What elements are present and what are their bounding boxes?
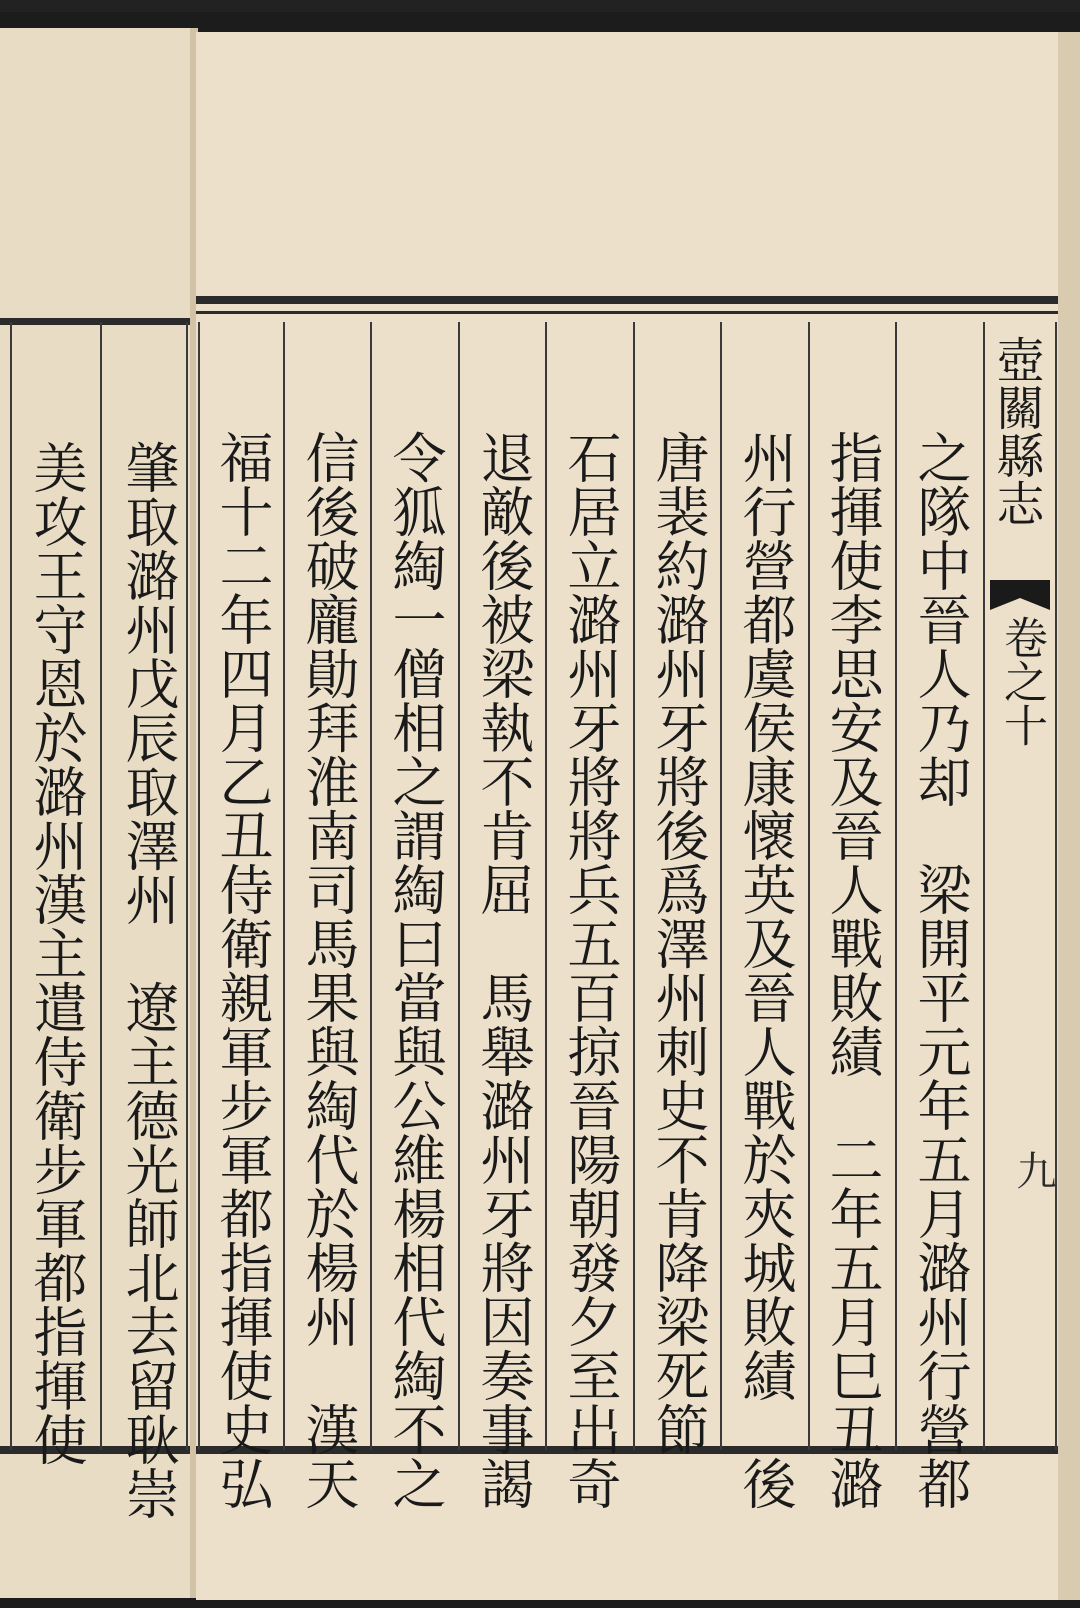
text-column-1: 之隊中晉人乃却 梁開平元年五月潞州行營都 [909, 430, 972, 1510]
column-line [808, 322, 810, 1450]
margin-page-number: 九 [1010, 1150, 1056, 1190]
column-line [458, 322, 460, 1450]
left-column-line [100, 322, 102, 1450]
left-column-line [10, 322, 12, 1450]
text-column-9: 福十二年四月乙丑侍衛親軍步軍都指揮使史弘 [211, 430, 274, 1510]
left-text-column-1: 美攻王守恩於潞州漢主遣侍衛步軍都指揮使 [25, 440, 88, 1466]
left-text-column-2: 肇取潞州戊辰取澤州 遼主德光師北去留耿崇 [117, 440, 180, 1520]
column-line [198, 322, 200, 1450]
margin-book-title: 壺關縣志 [988, 335, 1044, 527]
text-column-6: 退敵後被梁執不肯屈 馬舉潞州牙將因奏事謁 [472, 430, 535, 1510]
margin-juan-number: 卷之十 [996, 615, 1047, 747]
left-top-rule [0, 318, 190, 325]
column-line [283, 322, 285, 1450]
text-column-3: 州行營都虞侯康懷英及晉人戰於夾城敗績 後 [734, 430, 797, 1510]
text-column-2: 指揮使李思安及晉人戰敗績 二年五月巳丑潞 [821, 430, 884, 1510]
text-column-5: 石居立潞州牙將將兵五百掠晉陽朝發夕至出奇 [559, 430, 622, 1510]
column-line [895, 322, 897, 1450]
column-line [1055, 322, 1057, 1450]
text-column-8: 信後破龐勛拜淮南司馬果與綯代於楊州 漢天 [297, 430, 360, 1510]
right-page-edge [1058, 32, 1080, 1600]
column-line [370, 322, 372, 1450]
column-line [720, 322, 722, 1450]
text-column-7: 令狐綯一僧相之謂綯曰當與公維楊相代綯不之 [384, 430, 447, 1510]
top-frame [0, 0, 1080, 12]
text-column-4: 唐裴約潞州牙將後爲澤州刺史不肯降梁死節 [647, 430, 710, 1456]
column-line [545, 322, 547, 1450]
left-column-line [186, 322, 188, 1450]
top-border-rule-inner [196, 311, 1058, 314]
column-line [983, 322, 985, 1450]
column-line [633, 322, 635, 1450]
top-border-rule [196, 296, 1058, 304]
